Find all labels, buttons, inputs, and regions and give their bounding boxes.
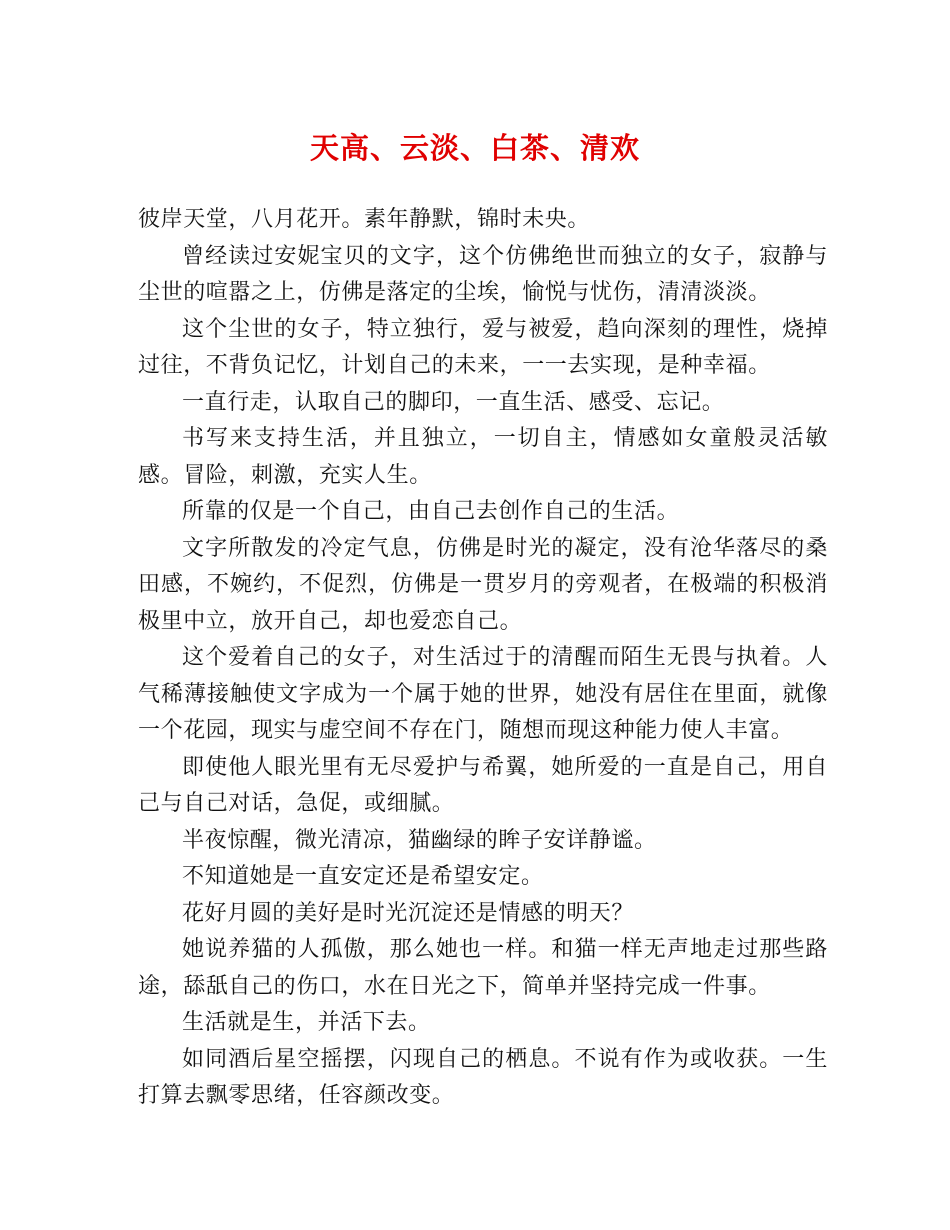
- paragraph: 一直行走，认取自己的脚印，一直生活、感受、忘记。: [182, 389, 725, 415]
- document-title: 天高、云淡、白茶、清欢: [309, 131, 640, 165]
- paragraph: 书写来支持生活，并且独立，一切自主，情感如女童般灵活敏感。冒险，刺激，充实人生。: [138, 426, 828, 488]
- paragraph: 曾经读过安妮宝贝的文字，这个仿佛绝世而独立的女子，寂静与尘世的喧嚣之上，仿佛是落定的尘埃，愉悦与忧伤，清清淡淡。: [138, 243, 828, 305]
- paragraph: 文字所散发的冷定气息，仿佛是时光的凝定，没有沧华落尽的桑田感，不婉约，不促烈，仿佛是一贯岁月的旁观者，在极端的积极消极里中立，放开自己，却也爱恋自己。: [138, 535, 828, 634]
- paragraph: 如同酒后星空摇摆，闪现自己的栖息。不说有作为或收获。一生打算去飘零思绪，任容颜改变。: [138, 1046, 828, 1108]
- paragraph: 生活就是生，并活下去。: [182, 1010, 431, 1035]
- paragraph: 即使他人眼光里有无尽爱护与希翼，她所爱的一直是自己，用自己与自己对话，急促，或细腻。: [138, 754, 828, 816]
- document-body: [138, 202, 828, 1115]
- paragraph: 她说养猫的人孤傲，那么她也一样。和猫一样无声地走过那些路途，舔舐自己的伤口，水在日光之下，简单并坚持完成一件事。: [138, 937, 828, 999]
- paragraph: 不知道她是一直安定还是希望安定。: [182, 864, 544, 889]
- paragraph: 花好月圆的美好是时光沉淀还是情感的明天？: [182, 900, 635, 926]
- paragraph: 半夜惊醒，微光清凉，猫幽绿的眸子安详静谧。: [182, 827, 657, 853]
- paragraph: 这个尘世的女子，特立独行，爱与被爱，趋向深刻的理性，烧掉过往，不背负记忆，计划自己的未来，一一去实现，是种幸福。: [138, 316, 828, 378]
- paragraph: 所靠的仅是一个自己，由自己去创作自己的生活。: [182, 499, 680, 524]
- paragraph: 彼岸天堂，八月花开。素年静默，锦时未央。: [138, 207, 591, 232]
- paragraph: 这个爱着自己的女子，对生活过于的清醒而陌生无畏与执着。人气稀薄接触使文字成为一个属于她的世界，她没有居住在里面，就像一个花园，现实与虚空间不存在门，随想而现这种能力使人丰富。: [138, 645, 828, 743]
